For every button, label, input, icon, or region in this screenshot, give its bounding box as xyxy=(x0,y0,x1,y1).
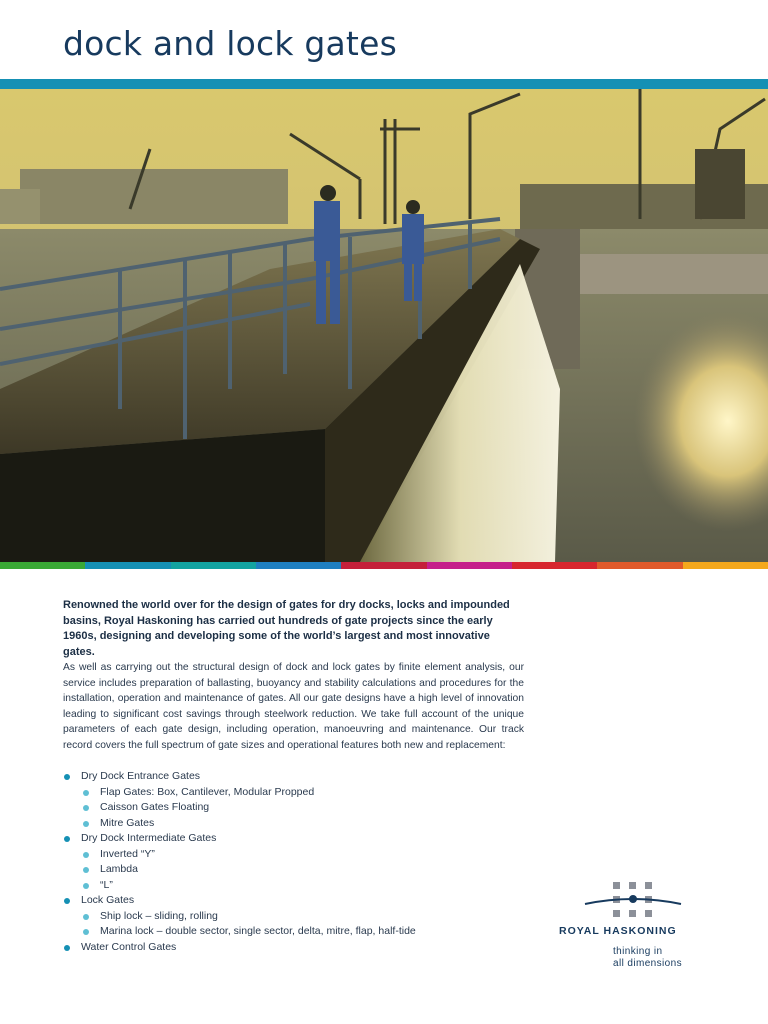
list-subitem: Lambda xyxy=(63,862,533,878)
list-subitem: Ship lock – sliding, rolling xyxy=(63,909,533,925)
list-item: Dry Dock Intermediate Gates xyxy=(63,831,533,847)
bullet-dot xyxy=(64,945,70,951)
hero-photo xyxy=(0,89,768,562)
page-title: dock and lock gates xyxy=(63,24,397,63)
bullet-dot xyxy=(64,774,70,780)
bullet-dot xyxy=(83,821,89,827)
logo-tagline: thinking in all dimensions xyxy=(613,946,682,969)
list-subitem: Marina lock – double sector, single sector, delta, mitre, flap, half-tide xyxy=(63,924,533,940)
intro-paragraph: Renowned the world over for the design of gates for dry docks, locks and impounded basins, Royal Haskoning has carried out hundreds of gate projects since the early 1960s, designing and developing some of the world’s largest and most innovative gates. xyxy=(63,599,510,658)
list-subitem: Mitre Gates xyxy=(63,816,533,832)
list-item: Lock Gates xyxy=(63,893,533,909)
logo-mark-icon xyxy=(583,882,683,918)
bullet-dot xyxy=(83,883,89,889)
bullet-dot xyxy=(83,805,89,811)
list-subitem: Inverted “Y” xyxy=(63,847,533,863)
bullet-dot xyxy=(83,914,89,920)
body-paragraph: As well as carrying out the structural design of dock and lock gates by finite element analysis, our service includes preparation of ballasting, buoyancy and stability calculations and procedures for the installation, operation and maintenance of gates. All our gate designs have a high level of innovation leading to significant cost savings through steelwork reduction. We take full account of the unique parameters of each gate design, including operation, manoeuvring and maintenance. Our track record covers the full spectrum of gate sizes and operational features both new and replacement: xyxy=(63,662,524,751)
bullet-dot xyxy=(83,867,89,873)
bullet-dot xyxy=(83,929,89,935)
list-item: Dry Dock Entrance Gates xyxy=(63,769,533,785)
list-subitem: Caisson Gates Floating xyxy=(63,800,533,816)
list-subitem: “L” xyxy=(63,878,533,894)
company-logo xyxy=(556,882,716,972)
list-item: Water Control Gates xyxy=(63,940,533,956)
logo-name: ROYAL HASKONING xyxy=(559,925,677,937)
list-subitem: Flap Gates: Box, Cantilever, Modular Propped xyxy=(63,785,533,801)
color-band xyxy=(0,562,768,569)
top-rule xyxy=(0,79,768,89)
gate-type-list xyxy=(63,769,533,955)
bullet-dot xyxy=(64,836,70,842)
bullet-dot xyxy=(83,790,89,796)
bullet-dot xyxy=(64,898,70,904)
bullet-dot xyxy=(83,852,89,858)
